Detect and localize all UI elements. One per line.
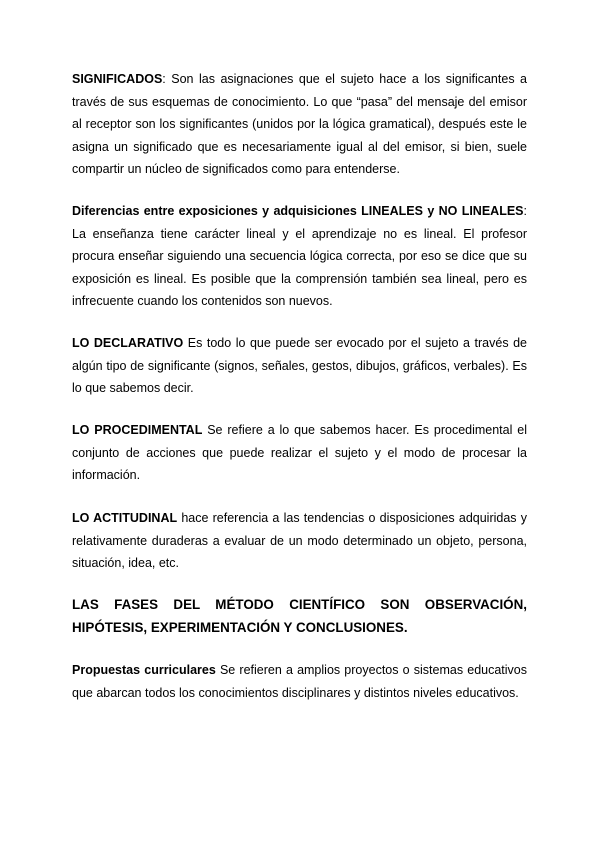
section-heading: LAS FASES DEL MÉTODO CIENTÍFICO SON OBSERVACIÓN, HIPÓTESIS, EXPERIMENTACIÓN Y CONCLUSIONES. [72,597,527,635]
definition-propuestas: Se refieren a amplios proyectos o sistemas educativos que abarcan todos los conocimientos disciplinares y distintos niveles educativos. [72,663,527,700]
term-propuestas: Propuestas curriculares [72,663,216,677]
definition-procedimental: Se refiere a lo que sabemos hacer. Es procedimental el conjunto de acciones que puede realizar el sujeto y el modo de procesar la información. [72,423,527,483]
term-declarativo: LO DECLARATIVO [72,336,184,350]
term-significados: SIGNIFICADOS [72,72,163,86]
paragraph-actitudinal [72,507,527,575]
term-procedimental: LO PROCEDIMENTAL [72,423,203,437]
definition-declarativo: Es todo lo que puede ser evocado por el sujeto a través de algún tipo de significante (signos, señales, gestos, dibujos, gráficos, verbales). Es lo que sabemos decir. [72,336,527,396]
term-diferencias: Diferencias entre exposiciones y adquisiciones LINEALES y NO LINEALES [72,204,524,218]
paragraph-propuestas [72,659,527,704]
paragraph-significados [72,68,527,181]
paragraph-diferencias [72,200,527,313]
definition-actitudinal: hace referencia a las tendencias o disposiciones adquiridas y relativamente duraderas a evaluar de un modo determinado un objeto, persona, situación, idea, etc. [72,511,527,571]
paragraph-procedimental [72,419,527,487]
term-actitudinal: LO ACTITUDINAL [72,511,178,525]
paragraph-declarativo [72,332,527,400]
definition-significados: : Son las asignaciones que el sujeto hace a los significantes a través de sus esquemas de conocimiento. Lo que “pasa” del mensaje del emisor al receptor son los significantes (unidos por la lógica gramatical), después este le asigna un significado que es necesariamente igual al del emisor, si bien, suele compartir un núcleo de significados como para entenderse. [72,72,527,177]
definition-diferencias: : La enseñanza tiene carácter lineal y el aprendizaje no es lineal. El profesor procura enseñar siguiendo una secuencia lógica correcta, por eso se dice que su exposición es lineal. Es posible que la comprensión también sea lineal, pero es infrecuente cuando los contenidos son nuevos. [72,204,527,309]
